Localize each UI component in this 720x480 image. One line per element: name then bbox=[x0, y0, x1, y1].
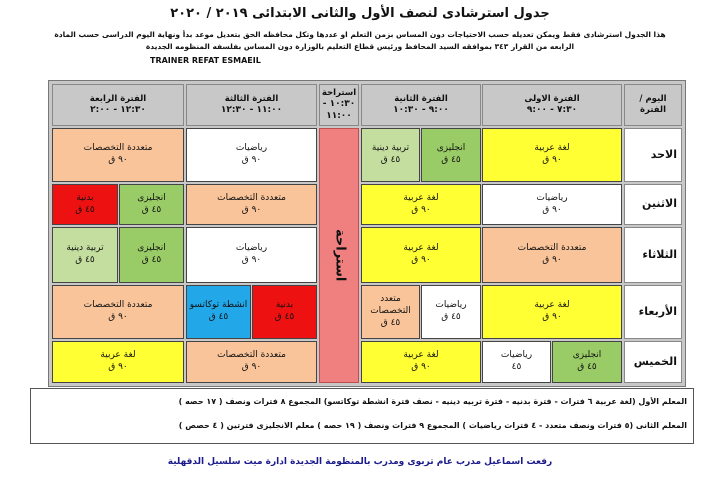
page-title: جدول استرشادى لنصف الأول والثانى الابتدائى ٢٠١٩ / ٢٠٢٠ bbox=[170, 6, 550, 21]
session-wed-p4: متعددة التخصصات ٩٠ ق bbox=[52, 285, 184, 339]
session-sun-p2b: تربية دينية ٤٥ ق bbox=[361, 128, 420, 182]
session-wed-p2b: متعدد التخصصات ٤٥ ق bbox=[361, 285, 420, 339]
day-thursday: الخميس bbox=[624, 341, 682, 383]
legend-teacher-1: المعلم الأول (لغة عربية ٦ فترات - فترة بدنيه - فترة تربيه دينيه - نصف فترة انشطة توكاتسو) المجموع ٨ فترات ونصف ( ١٧ حصه ) bbox=[178, 397, 687, 406]
session-mon-p3: متعددة التخصصات ٩٠ ق bbox=[186, 184, 317, 225]
day-wednesday: الأربعاء bbox=[624, 285, 682, 339]
session-sun-p3: رياضيات ٩٠ ق bbox=[186, 128, 317, 182]
session-wed-p3b: انشطة توكاتسو ٤٥ ق bbox=[186, 285, 251, 339]
header-period-1: الفترة الاولى ٧:٣٠ - ٩:٠٠ bbox=[482, 84, 622, 126]
session-thu-p1a: انجليزى ٤٥ ق bbox=[552, 341, 622, 383]
day-tuesday: الثلاثاء bbox=[624, 227, 682, 283]
session-tue-p3: رياضيات ٩٠ ق bbox=[186, 227, 317, 283]
session-sun-p1: لغة عربية ٩٠ ق bbox=[482, 128, 622, 182]
header-period-3: الفترة الثالثة ١١:٠٠ - ١٢:٣٠ bbox=[186, 84, 317, 126]
session-wed-p3a: بدنية ٤٥ ق bbox=[252, 285, 317, 339]
session-sun-p4: متعددة التخصصات ٩٠ ق bbox=[52, 128, 184, 182]
author-footer: رفعت اسماعيل مدرب عام تربوى ومدرب بالمنظومة الجديدة ادارة ميت سلسيل الدقهلية bbox=[167, 457, 553, 467]
session-sun-p2a: انجليزى ٤٥ ق bbox=[421, 128, 481, 182]
session-thu-p3: متعددة التخصصات ٩٠ ق bbox=[186, 341, 317, 383]
day-monday: الاثنين bbox=[624, 184, 682, 225]
session-wed-p1: لغة عربية ٩٠ ق bbox=[482, 285, 622, 339]
session-mon-p4a: انجليزى ٤٥ ق bbox=[119, 184, 184, 225]
header-period-4: الفترة الرابعة ١٢:٣٠ - ٢:٠٠ bbox=[52, 84, 184, 126]
note-line-2: الرابعه من القرار ٣٤٣ بموافقه السيد المحافظ ورئيس قطاع التعليم بالوزارة دون المساس بفلسفه المنظومه الجديدة bbox=[145, 42, 575, 51]
header-break: استراحة ١٠:٣٠ - ١١:٠٠ bbox=[319, 84, 359, 126]
session-mon-p4b: بدنية ٤٥ ق bbox=[52, 184, 118, 225]
session-tue-p2: لغة عربية ٩٠ ق bbox=[361, 227, 481, 283]
legend-teacher-2: المعلم الثانى (٥ فترات ونصف متعدد - ٤ فترات رياضيات ) المجموع ٩ فترات ونصف ( ١٩ حصه ) معلم الانجليزى فترتين ( ٤ حصص ) bbox=[178, 421, 687, 430]
session-thu-p1b: رياضيات ٤٥ bbox=[482, 341, 551, 383]
session-thu-p2: لغة عربية ٩٠ ق bbox=[361, 341, 481, 383]
session-tue-p4a: انجليزى ٤٥ ق bbox=[119, 227, 184, 283]
session-tue-p4b: تربية دينية ٤٥ ق bbox=[52, 227, 118, 283]
session-mon-p1: رياضيات ٩٠ ق bbox=[482, 184, 622, 225]
session-wed-p2a: رياضيات ٤٥ ق bbox=[421, 285, 481, 339]
session-tue-p1: متعددة التخصصات ٩٠ ق bbox=[482, 227, 622, 283]
schedule-table bbox=[48, 80, 686, 387]
session-mon-p2: لغة عربية ٩٠ ق bbox=[361, 184, 481, 225]
teacher-legend bbox=[30, 388, 694, 444]
break-column: استراحة bbox=[319, 128, 359, 383]
trainer-label: TRAINER REFAT ESMAEIL bbox=[150, 56, 261, 65]
header-corner: اليوم / الفترة bbox=[624, 84, 682, 126]
session-thu-p4: لغة عربية ٩٠ ق bbox=[52, 341, 184, 383]
day-sunday: الاحد bbox=[624, 128, 682, 182]
note-line-1: هذا الجدول استرشادى فقط ويمكن تعديله حسب الاحتياجات دون المساس بزمن التعلم او عددها وتكل محافظه الحق بتعديل موعد بدأ ونهاية اليوم الدراسى حسب المادة bbox=[54, 30, 666, 39]
header-period-2: الفترة الثانية ٩:٠٠ - ١٠:٣٠ bbox=[361, 84, 481, 126]
